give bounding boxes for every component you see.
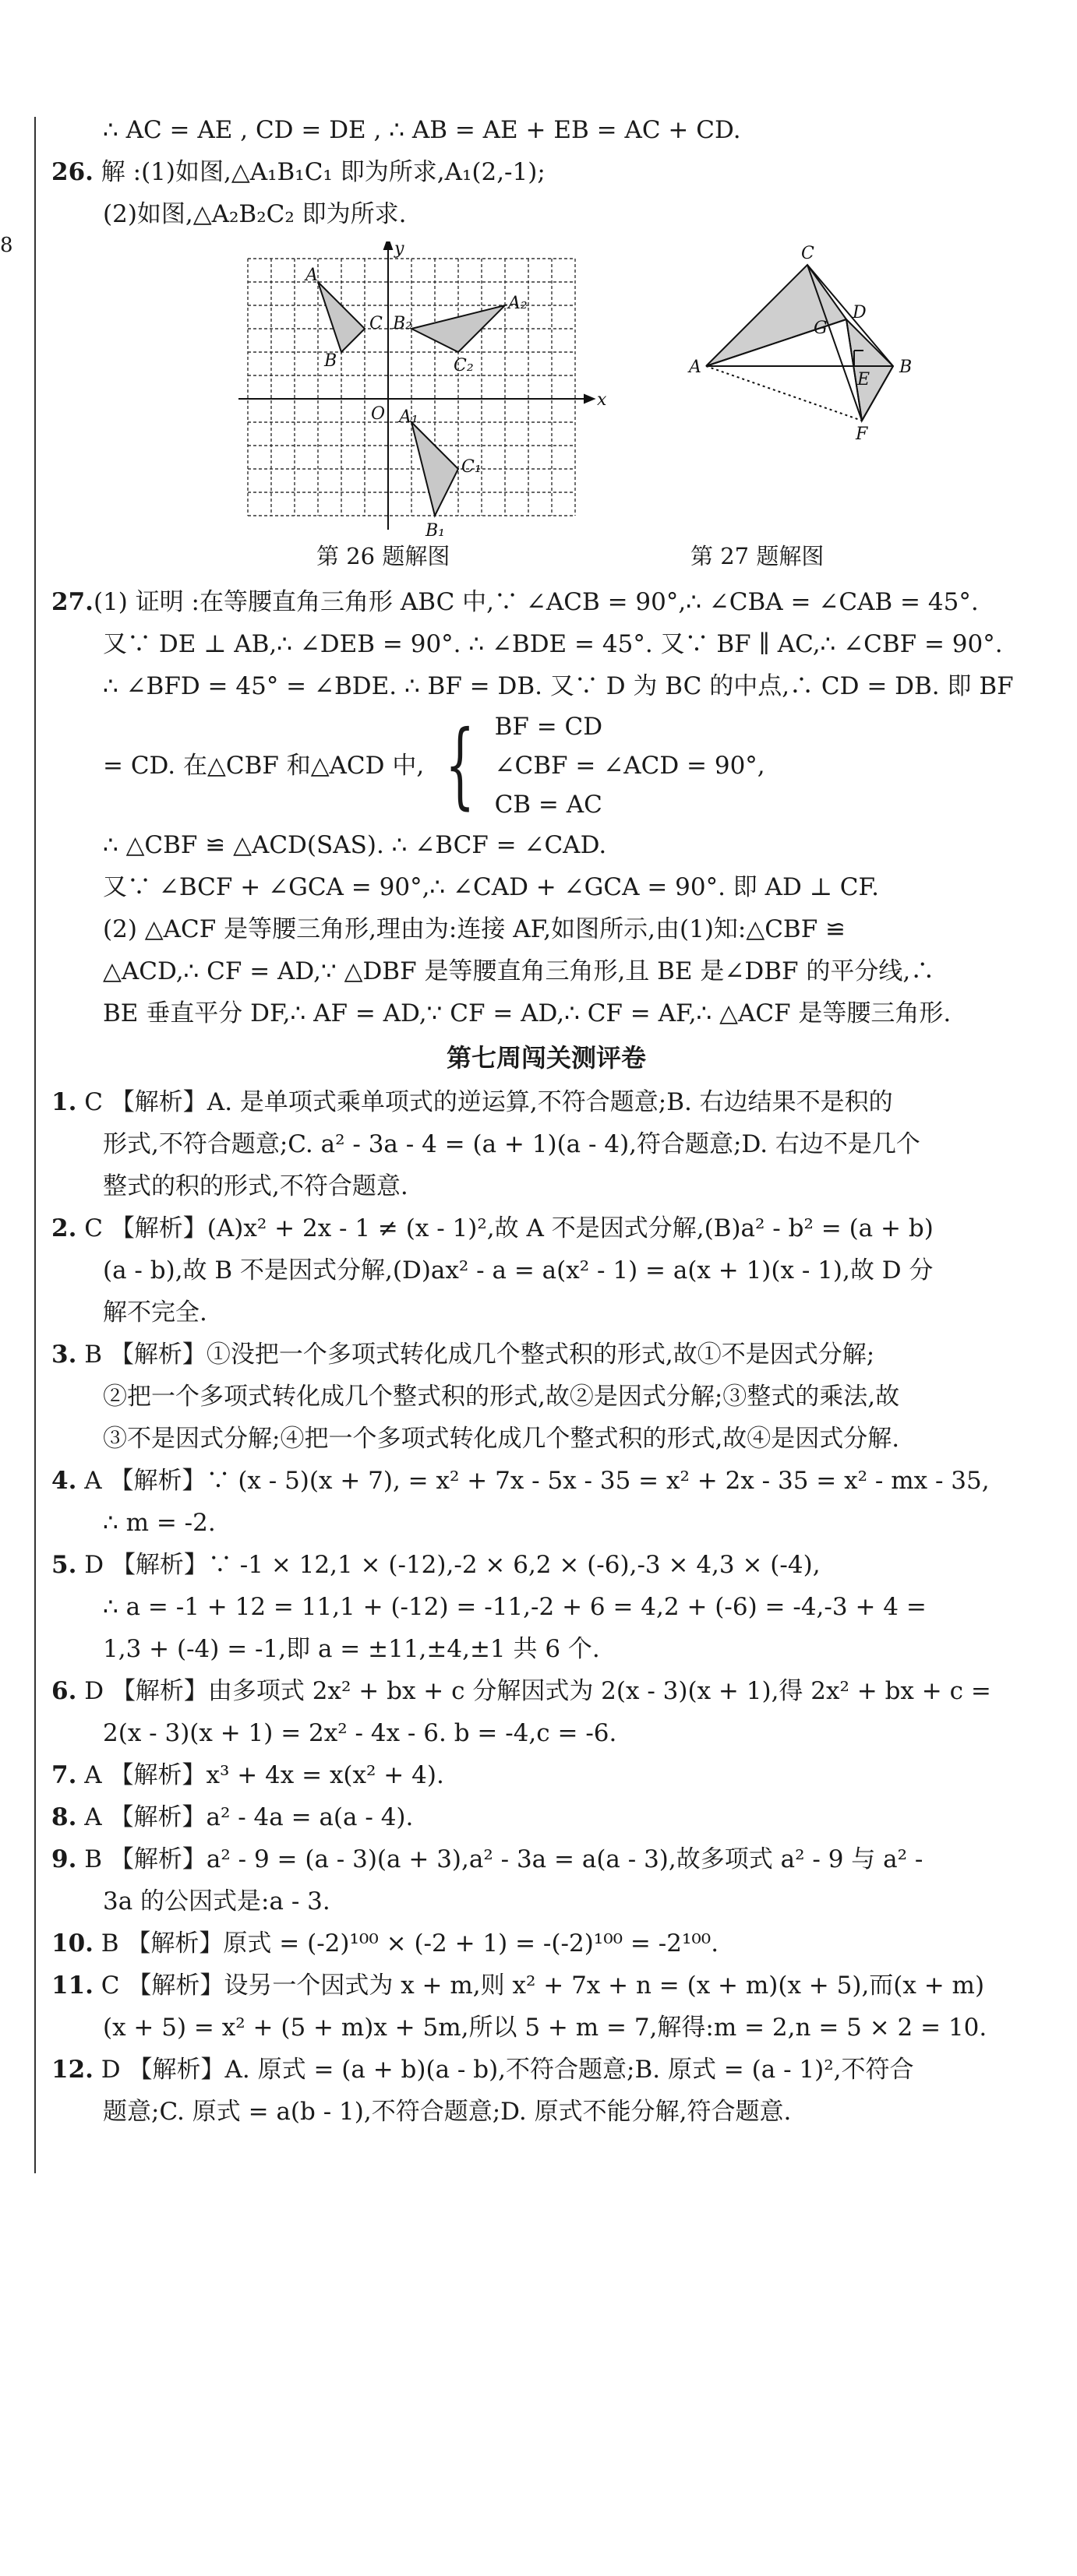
line-text: 整式的积的形式,不符合题意. — [103, 1172, 408, 1200]
text-line — [51, 1249, 1041, 1292]
section-title: 第七周闯关测评卷 — [446, 1043, 646, 1073]
label-a: A — [689, 358, 701, 377]
label-c: C — [369, 314, 383, 333]
line-text: ∴ AC = AE , CD = DE , ∴ AB = AE + EB = AC + CD. — [103, 116, 741, 144]
shaded-triangles — [706, 265, 893, 421]
content — [51, 109, 1041, 2133]
text-line — [51, 1292, 1041, 1334]
line-text: D 【解析】∵ -1 × 12,1 × (-12),-2 × 6,2 × (-6),-3 × 4,3 × (-4), — [76, 1551, 821, 1579]
text-line — [51, 665, 1041, 707]
text-line — [51, 1081, 1041, 1123]
line-text: A 【解析】∵ (x - 5)(x + 7), = x² + 7x - 5x - 35 = x² + 2x - 35 = x² - mx - 35, — [76, 1467, 990, 1495]
line-text: C 【解析】(A)x² + 2x - 1 ≠ (x - 1)²,故 A 不是因式分解,(B)a² - b² = (a + b) — [76, 1214, 934, 1242]
line-text: (2)如图,△A₂B₂C₂ 即为所求. — [103, 200, 407, 228]
line-text: ∴ △CBF ≌ △ACD(SAS). ∴ ∠BCF = ∠CAD. — [103, 831, 607, 859]
line-text: B 【解析】原式 = (-2)¹⁰⁰ × (-2 + 1) = -(-2)¹⁰⁰ = -2¹⁰⁰. — [93, 1929, 719, 1958]
line-text: C 【解析】设另一个因式为 x + m,则 x² + 7x + n = (x + m)(x + 5),而(x + m) — [93, 1972, 985, 2000]
text-line — [51, 1418, 1041, 1460]
text-line — [51, 623, 1041, 665]
line-text: 解不完全. — [103, 1299, 207, 1327]
line-text: BE 垂直平分 DF,∴ AF = AD,∵ CF = AD,∴ CF = AF,∴ △ACF 是等腰三角形. — [103, 999, 952, 1027]
figure-26 — [200, 241, 636, 537]
label-origin: O — [371, 404, 386, 424]
text-line — [51, 1165, 1041, 1207]
text-line — [51, 908, 1041, 950]
question-number: 2. — [51, 1214, 77, 1242]
line-text: C 【解析】A. 是单项式乘单项式的逆运算,不符合题意;B. 右边结果不是积的 — [76, 1088, 893, 1116]
text-line — [51, 1586, 1041, 1628]
line-text: 解 :(1)如图,△A₁B₁C₁ 即为所求,A₁(2,-1); — [93, 158, 546, 186]
label-a1: A₁ — [399, 407, 418, 427]
question-number: 4. — [51, 1467, 77, 1495]
text-line — [51, 2091, 1041, 2133]
line-text: 题意;C. 原式 = a(b - 1),不符合题意;D. 原式不能分解,符合题意. — [103, 2098, 792, 2126]
question-number: 11. — [51, 1972, 94, 2000]
caption-figure-26: 第 26 题解图 — [316, 543, 450, 569]
q27-proof-part1 — [51, 581, 1041, 707]
line-text: (2) △ACF 是等腰三角形,理由为:连接 AF,如图所示,由(1)知:△CBF ≌ — [103, 915, 846, 943]
question-number: 27. — [51, 588, 94, 616]
text-line — [51, 1796, 1041, 1838]
line-text: B 【解析】a² - 9 = (a - 3)(a + 3),a² - 3a = a(a - 3),故多项式 a² - 9 与 a² - — [76, 1845, 923, 1873]
text-line — [51, 2049, 1041, 2091]
text-line — [51, 1123, 1041, 1165]
brace: { — [445, 711, 475, 819]
system-row: BF = CD — [494, 713, 603, 741]
system-rows — [495, 707, 765, 824]
text-line — [51, 1922, 1041, 1965]
text-line — [51, 1670, 1041, 1712]
line-text: ②把一个多项式转化成几个整式积的形式,故②是因式分解;③整式的乘法,故 — [103, 1383, 900, 1411]
text-line — [51, 1965, 1041, 2007]
label-a: A — [305, 266, 318, 285]
label-g: G — [814, 319, 828, 338]
system-lead: = CD. 在△CBF 和△ACD 中, — [103, 752, 425, 780]
question-number: 1. — [51, 1088, 77, 1116]
text-line — [51, 1207, 1041, 1249]
margin-mark: 8 — [0, 234, 13, 257]
line-text: 又∵ DE ⊥ AB,∴ ∠DEB = 90°. ∴ ∠BDE = 45°. 又∵ BF ∥ AC,∴ ∠CBF = 90°. — [103, 630, 1003, 658]
question-number: 3. — [51, 1341, 77, 1369]
question-number: 26. — [51, 158, 94, 186]
label-a2: A₂ — [508, 294, 528, 313]
label-f: F — [856, 425, 868, 444]
line-text: A 【解析】a² - 4a = a(a - 4). — [76, 1803, 414, 1831]
line-text: (a - b),故 B 不是因式分解,(D)ax² - a = a(x² - 1) = a(x + 1)(x - 1),故 D 分 — [103, 1256, 934, 1284]
line-text: 1,3 + (-4) = -1,即 a = ±11,±4,±1 共 6 个. — [103, 1635, 600, 1663]
line-text: D 【解析】由多项式 2x² + bx + c 分解因式为 2(x - 3)(x + 1),得 2x² + bx + c = — [76, 1677, 991, 1705]
figure-27 — [636, 241, 979, 537]
text-line — [51, 193, 1041, 235]
line-text: ③不是因式分解;④把一个多项式转化成几个整式积的形式,故④是因式分解. — [103, 1425, 900, 1453]
text-line — [51, 1334, 1041, 1376]
label-c2: C₂ — [454, 356, 474, 375]
text-line — [51, 866, 1041, 908]
text-line — [51, 1544, 1041, 1586]
line-text: 3a 的公因式是:a - 3. — [103, 1887, 330, 1915]
line-text: (x + 5) = x² + (5 + m)x + 5m,所以 5 + m = 7,解得:m = 2,n = 5 × 2 = 10. — [103, 2014, 987, 2042]
text-line — [51, 1460, 1041, 1502]
question-number: 7. — [51, 1761, 77, 1789]
text-line — [51, 1838, 1041, 1880]
question-number: 8. — [51, 1803, 77, 1831]
figures-row — [51, 235, 1041, 581]
line-text: B 【解析】①没把一个多项式转化成几个整式积的形式,故①不是因式分解; — [76, 1341, 875, 1369]
text-line — [51, 824, 1041, 866]
question-number: 9. — [51, 1845, 77, 1873]
line-text: ∴ ∠BFD = 45° = ∠BDE. ∴ BF = DB. 又∵ D 为 BC 的中点,∴ CD = DB. 即 BF — [103, 672, 1014, 700]
q27-proof-part2 — [51, 824, 1041, 1034]
label-b2: B₂ — [393, 314, 412, 333]
label-y: y — [394, 241, 404, 259]
line-text: ∴ m = -2. — [103, 1509, 216, 1537]
text-line — [51, 1502, 1041, 1544]
line-text: 形式,不符合题意;C. a² - 3a - 4 = (a + 1)(a - 4),符合题意;D. 右边不是几个 — [103, 1130, 920, 1158]
text-line — [51, 581, 1041, 623]
text-line — [51, 1376, 1041, 1418]
caption-figure-27: 第 27 题解图 — [690, 543, 825, 569]
text-line — [51, 992, 1041, 1034]
q25-26-lines — [51, 109, 1041, 235]
line-text: △ACD,∴ CF = AD,∵ △DBF 是等腰直角三角形,且 BE 是∠DBF 的平分线,∴ — [103, 957, 935, 985]
question-number: 6. — [51, 1677, 77, 1705]
label-x: x — [597, 390, 607, 410]
line-text: (1) 证明 :在等腰直角三角形 ABC 中,∵ ∠ACB = 90°,∴ ∠CBA = ∠CAB = 45°. — [93, 588, 979, 616]
congruence-system — [51, 707, 1041, 824]
text-line — [51, 2007, 1041, 2049]
label-d: D — [853, 303, 867, 322]
line-text: D 【解析】A. 原式 = (a + b)(a - b),不符合题意;B. 原式 = (a - 1)²,不符合 — [93, 2056, 914, 2084]
line-text: 2(x - 3)(x + 1) = 2x² - 4x - 6. b = -4,c = -6. — [103, 1719, 617, 1747]
label-c: C — [801, 244, 814, 263]
answer-list — [51, 1081, 1041, 2133]
line-text: A 【解析】x³ + 4x = x(x² + 4). — [76, 1761, 444, 1789]
label-b: B — [899, 358, 913, 377]
line-text: ∴ a = -1 + 12 = 11,1 + (-12) = -11,-2 + 6 = 4,2 + (-6) = -4,-3 + 4 = — [103, 1593, 927, 1621]
text-line — [51, 1628, 1041, 1670]
dotted-af — [706, 366, 862, 421]
label-b: B — [324, 351, 337, 371]
line-text: 又∵ ∠BCF + ∠GCA = 90°,∴ ∠CAD + ∠GCA = 90°. 即 AD ⊥ CF. — [103, 873, 880, 901]
system-row: ∠CBF = ∠ACD = 90°, — [494, 752, 765, 780]
question-number: 5. — [51, 1551, 77, 1579]
text-line — [51, 1712, 1041, 1754]
label-c1: C₁ — [461, 457, 482, 477]
text-line — [51, 151, 1041, 193]
left-margin-rule — [34, 117, 36, 2173]
text-line — [51, 950, 1041, 992]
question-number: 10. — [51, 1929, 94, 1958]
question-number: 12. — [51, 2056, 94, 2084]
system-row: CB = AC — [494, 791, 602, 819]
label-b1: B₁ — [426, 521, 445, 537]
label-e: E — [857, 370, 870, 389]
axes — [238, 241, 594, 530]
text-line — [51, 1754, 1041, 1796]
text-line — [51, 1880, 1041, 1922]
text-line — [51, 109, 1041, 151]
